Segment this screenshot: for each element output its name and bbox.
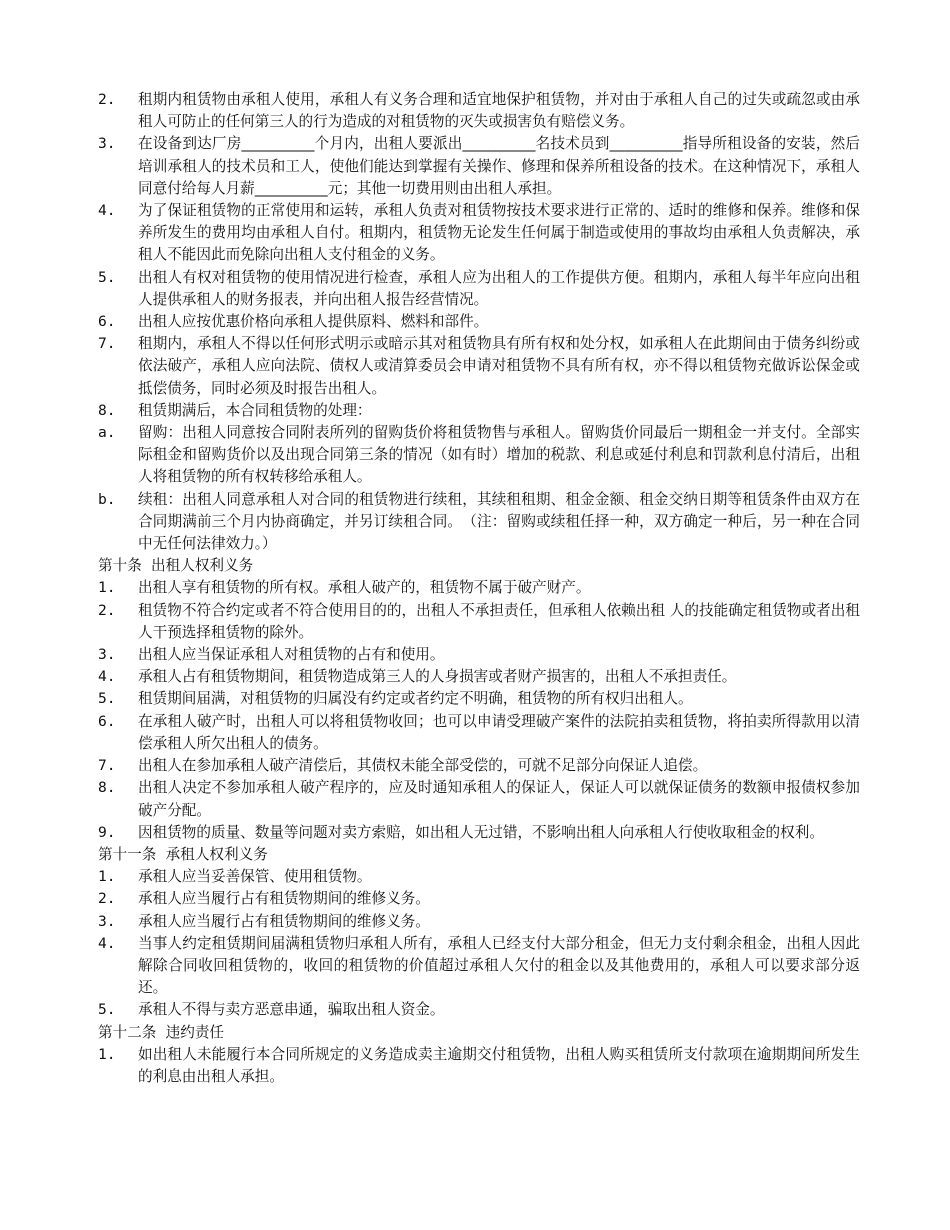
clause-item: [98, 999, 860, 1021]
clause-number: 1.: [98, 1045, 116, 1063]
clause-item: [98, 666, 860, 688]
clause-item: [98, 711, 860, 755]
clause-text: 如出租人未能履行本合同所规定的义务造成卖主逾期交付租赁物，出租人购买租赁所支付款项在逾期期间所发生的利息由出租人承担。: [138, 1045, 860, 1085]
clause-item: [98, 133, 860, 200]
clause-number: 2.: [98, 890, 116, 908]
clause-item: [98, 422, 860, 489]
clause-text: 出租人有权对租赁物的使用情况进行检查，承租人应为出租人的工作提供方便。租期内，承租人每半年应向出租人提供承租人的财务报表，并向出租人报告经营情况。: [138, 268, 860, 308]
clause-text: 因租赁物的质量、数量等问题对卖方索赔，如出租人无过错，不影响出租人向承租人行使收取租金的权利。: [138, 823, 824, 841]
clause-item: [98, 755, 860, 777]
clause-text: 承租人应当履行占有租赁物期间的维修义务。: [138, 912, 430, 930]
clause-number: 6.: [98, 712, 116, 730]
clause-text: 租期内，承租人不得以任何形式明示或暗示其对租赁物具有所有权和处分权，如承租人在此期间由于债务纠纷或依法破产，承租人应向法院、债权人或清算委员会申请对租赁物不具有所有权，亦不得以租赁物充做诉讼保金或抵偿债务，同时必须及时报告出租人。: [138, 335, 860, 397]
section-heading: 第十条 出租人权利义务: [98, 557, 254, 575]
clause-item: [98, 1044, 860, 1088]
clause-text: 承租人不得与卖方恶意串通，骗取出租人资金。: [138, 1001, 445, 1019]
clause-text: 续租：出租人同意承租人对合同的租赁物进行续租，其续租租期、租金金额、租金交纳日期等租赁条件由双方在合同期满前三个月内协商确定，并另订续租合同。 （注：留购或续租任择一种，双方确定一种后，另一种在合同中无任何法律效力。）: [138, 490, 860, 553]
clause-item: [98, 400, 860, 422]
clause-number: 1.: [98, 579, 116, 597]
clause-text: 租赁物不符合约定或者不符合使用目的的，出租人不承担责任，但承租人依赖出租 人的技能确定租赁物或者出租人干预选择租赁物的除外。: [138, 601, 860, 641]
clause-number: 9.: [98, 823, 116, 841]
clause-number: 4.: [98, 668, 116, 686]
clause-text: 出租人应当保证承租人对租赁物的占有和使用。: [138, 646, 445, 664]
clause-text: 承租人应当妥善保管、使用租赁物。: [138, 868, 372, 886]
clause-text: 租赁期间届满，对租赁物的归属没有约定或者约定不明确，租赁物的所有权归出租人。: [138, 690, 693, 708]
clause-number: 4.: [98, 934, 116, 952]
clause-number: 3.: [98, 912, 116, 930]
clause-text: 在承租人破产时，出租人可以将租赁物收回；也可以申请受理破产案件的法院拍卖租赁物，将拍卖所得款用以清偿承租人所欠出租人的债务。: [138, 712, 860, 752]
clause-item: [98, 200, 860, 267]
clause-item: [98, 577, 860, 599]
clause-number: 6.: [98, 313, 116, 331]
clause-text: 在设备到达厂房__________个月内，出租人要派出__________名技术员到__________指导所租设备的安装，然后培训承租人的技术员和工人，使他们能达到掌握有关操作、修理和保养所租设备的技术。在这种情况下，承租人同意付给每人月薪__________元；其他一切费用则由出租人承担。: [138, 135, 860, 197]
clause-number: 8.: [98, 779, 116, 797]
clause-number: 4.: [98, 202, 116, 220]
clause-number: 3.: [98, 135, 116, 153]
clause-item: [98, 333, 860, 400]
clause-item: [98, 600, 860, 644]
clause-number: 7.: [98, 757, 116, 775]
section-heading: 第十二条 违约责任: [98, 1023, 225, 1041]
clause-text: 租赁期满后，本合同租赁物的处理：: [138, 401, 372, 419]
clause-item: [98, 89, 860, 133]
clause-text: 承租人占有租赁物期间，租赁物造成第三人的人身损害或者财产损害的，出租人不承担责任。: [138, 668, 737, 686]
clause-text: 留购：出租人同意按合同附表所列的留购货价将租赁物售与承租人。留购货价同最后一期租金一并支付。全部实际租金和留购货价以及出现合同第三条的情况（如有时）增加的税款、利息或延付利息和罚款利息付清后，出租人将租赁物的所有权转移给承租人。: [138, 424, 860, 486]
clause-number: 3.: [98, 646, 116, 664]
clause-number: 1.: [98, 868, 116, 886]
document-body: [98, 89, 860, 1088]
clause-item: [98, 267, 860, 311]
clause-text: 承租人应当履行占有租赁物期间的维修义务。: [138, 890, 430, 908]
clause-item: [98, 822, 860, 844]
clause-number: 7.: [98, 335, 116, 353]
clause-text: 当事人约定租赁期间届满租赁物归承租人所有，承租人已经支付大部分租金，但无力支付剩余租金，出租人因此解除合同收回租赁物的，收回的租赁物的价值超过承租人欠付的租金以及其他费用的，承租人可以要求部分返还。: [138, 934, 860, 997]
clause-text: 出租人决定不参加承租人破产程序的，应及时通知承租人的保证人，保证人可以就保证债务的数额申报债权参加破产分配。: [138, 779, 860, 819]
clause-number: 5.: [98, 1001, 116, 1019]
clause-number: 5.: [98, 268, 116, 286]
clause-text: 出租人在参加承租人破产清偿后，其债权未能全部受偿的，可就不足部分向保证人追偿。: [138, 757, 708, 775]
clause-item: [98, 489, 860, 556]
clause-item: [98, 777, 860, 821]
clause-text: 出租人应按优惠价格向承租人提供原料、燃料和部件。: [138, 313, 489, 331]
clause-text: 出租人享有租赁物的所有权。承租人破产的，租赁物不属于破产财产。: [138, 579, 591, 597]
clause-number: 5.: [98, 690, 116, 708]
clause-number: 2.: [98, 91, 116, 108]
clause-item: [98, 644, 860, 666]
clause-number: a.: [98, 424, 116, 442]
clause-item: [98, 688, 860, 710]
clause-number: 2.: [98, 601, 116, 619]
clause-item: [98, 911, 860, 933]
clause-item: [98, 311, 860, 333]
section-heading: 第十一条 承租人权利义务: [98, 845, 268, 863]
clause-item: [98, 888, 860, 910]
clause-text: 租期内租赁物由承租人使用，承租人有义务合理和适宜地保护租赁物，并对由于承租人自己的过失或疏忽或由承租人可防止的任何第三人的行为造成的对租赁物的灭失或损害负有赔偿义务。: [138, 91, 860, 131]
clause-number: 8.: [98, 401, 116, 419]
clause-number: b.: [98, 490, 116, 508]
clause-item: [98, 933, 860, 1000]
clause-item: [98, 866, 860, 888]
clause-text: 为了保证租赁物的正常使用和运转，承租人负责对租赁物按技术要求进行正常的、适时的维修和保养。维修和保养所发生的费用均由承租人自付。租期内，租赁物无论发生任何属于制造或使用的事故均由承租人负责解决，承租人不能因此而免除向出租人支付租金的义务。: [138, 202, 860, 264]
